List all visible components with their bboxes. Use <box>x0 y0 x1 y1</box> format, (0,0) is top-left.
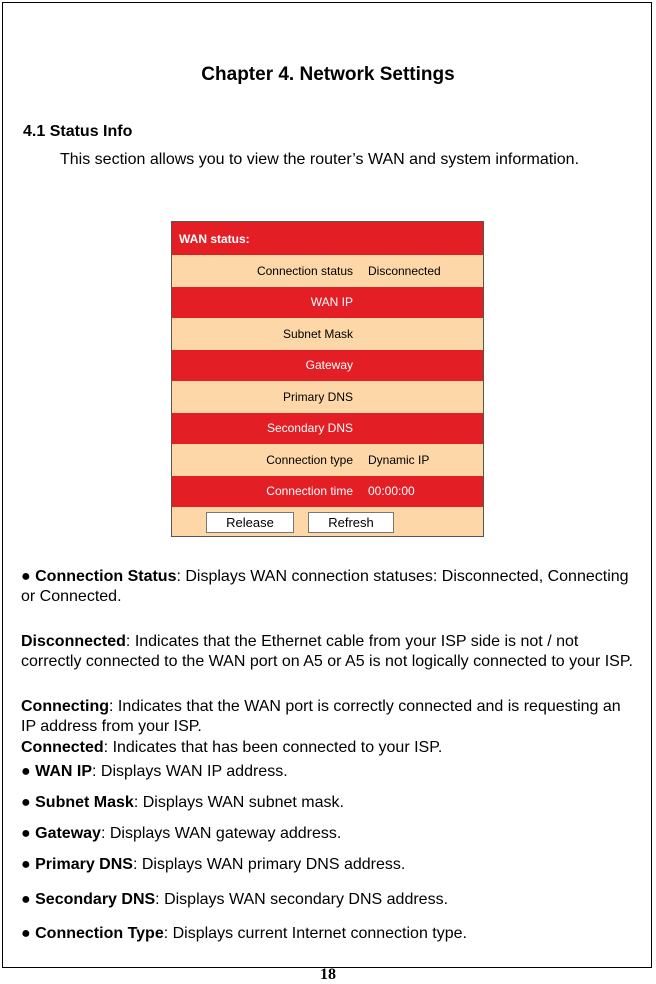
intro-paragraph: This section allows you to view the router’s WAN and system information. <box>60 151 580 168</box>
wan-row-connection-status <box>172 255 483 287</box>
term: Connection Status <box>35 568 177 585</box>
term: Subnet Mask <box>35 794 134 811</box>
bullet-icon: ● <box>21 794 31 811</box>
chapter-title: Chapter 4. Network Settings <box>201 64 455 85</box>
term: WAN IP <box>35 763 93 780</box>
definition: : Indicates that the Ethernet cable from your ISP side is not / not correctly connected to the WAN port on A5 or A5 is not logically connected to your ISP. <box>21 633 633 670</box>
disconnected-item <box>21 632 637 672</box>
definition: : Displays WAN IP address. <box>92 763 288 780</box>
wan-row-label: Connection time <box>266 484 353 499</box>
term: Primary DNS <box>35 856 133 873</box>
wan-row-value: Disconnected <box>368 263 441 278</box>
page-number: 18 <box>320 966 336 983</box>
wan-row-label: Connection status <box>256 263 353 278</box>
connecting-item <box>21 697 637 737</box>
wan-row-secondary-dns <box>172 413 483 445</box>
wan-row-subnet-mask <box>172 318 483 350</box>
section-title: 4.1 Status Info <box>23 123 133 140</box>
refresh-button[interactable]: Refresh <box>308 512 394 533</box>
bullet-icon: ● <box>21 856 31 873</box>
term: Disconnected <box>21 633 126 650</box>
term: Connecting <box>21 698 109 715</box>
wan-row-connection-time <box>172 476 483 508</box>
wan-row-label: Primary DNS <box>282 389 353 404</box>
definition: : Indicates that has been connected to your ISP. <box>103 739 443 756</box>
bullet-secondary-dns <box>21 890 637 910</box>
wan-row-label: Gateway <box>305 358 353 373</box>
wan-row-label: WAN IP <box>310 295 353 310</box>
wan-button-bar <box>172 507 483 538</box>
bullet-icon: ● <box>21 825 31 842</box>
wan-status-panel <box>171 221 484 537</box>
connected-item <box>21 738 637 758</box>
definition: : Displays WAN primary DNS address. <box>132 856 406 873</box>
wan-row-gateway <box>172 350 483 382</box>
wan-row-primary-dns <box>172 381 483 413</box>
wan-row-label: Connection type <box>266 452 353 467</box>
bullet-icon: ● <box>21 568 31 585</box>
bullet-subnet-mask <box>21 793 637 813</box>
bullet-primary-dns <box>21 855 637 875</box>
bullet-icon: ● <box>21 763 31 780</box>
definition: : Indicates that the WAN port is correctly connected and is requesting an IP address from your ISP. <box>21 698 621 735</box>
definition: : Displays WAN gateway address. <box>100 825 342 842</box>
term: Gateway <box>35 825 101 842</box>
wan-row-label: Subnet Mask <box>282 326 353 341</box>
bullet-icon: ● <box>21 925 31 942</box>
term: Connected <box>21 739 104 756</box>
wan-row-connection-type <box>172 444 483 476</box>
bullet-connection-type <box>21 924 637 944</box>
definition: : Displays current Internet connection type. <box>163 925 467 942</box>
wan-row-label: Secondary DNS <box>266 421 353 436</box>
bullet-icon: ● <box>21 891 31 908</box>
term: Secondary DNS <box>35 891 156 908</box>
wan-row-value: 00:00:00 <box>368 484 415 499</box>
connection-status-item <box>21 567 637 607</box>
definition: : Displays WAN subnet mask. <box>133 794 344 811</box>
definition: : Displays WAN secondary DNS address. <box>155 891 449 908</box>
release-button[interactable]: Release <box>206 512 294 533</box>
bullet-wan-ip <box>21 762 637 782</box>
bullet-gateway <box>21 824 637 844</box>
wan-status-header: WAN status: <box>172 222 483 255</box>
wan-row-value: Dynamic IP <box>368 452 430 467</box>
term: Connection Type <box>35 925 164 942</box>
wan-row-wan-ip <box>172 287 483 319</box>
definition: : Displays WAN connection statuses: Disconnected, Connecting or Connected. <box>21 568 629 605</box>
